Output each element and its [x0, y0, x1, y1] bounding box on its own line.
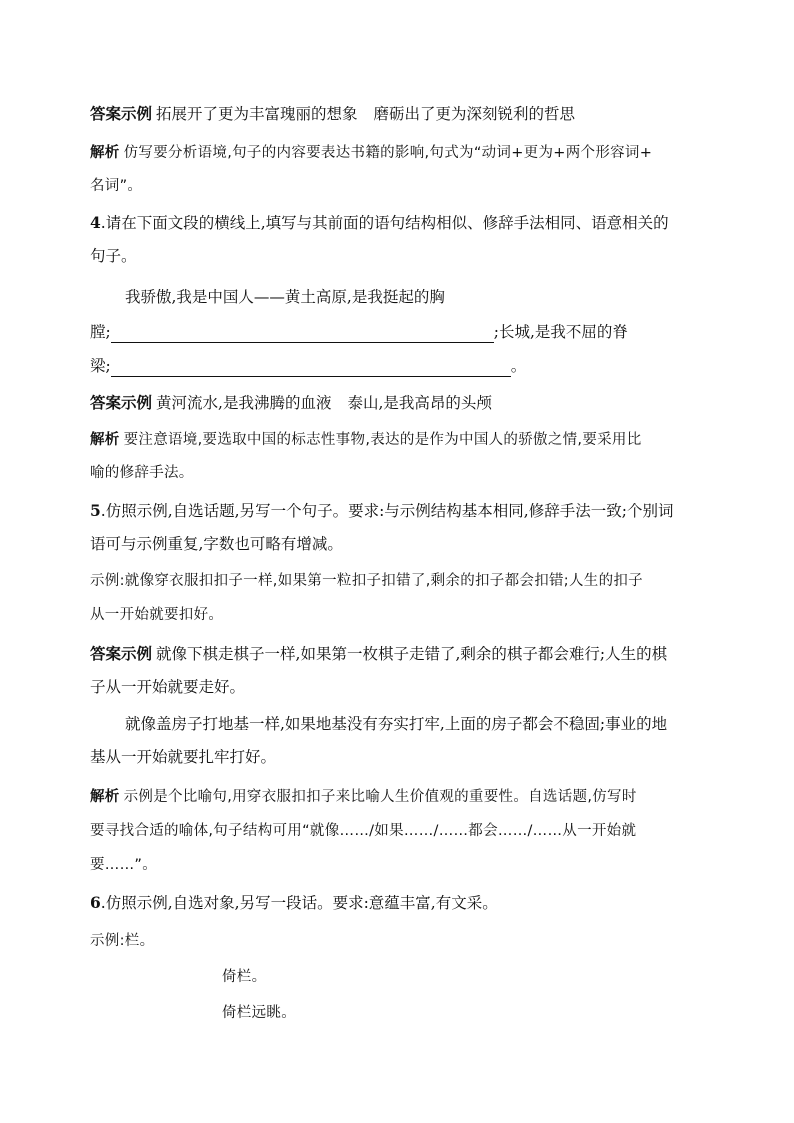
answer-part-a: 拓展开了更为丰富瑰丽的想象	[156, 105, 358, 123]
question-number: 4	[90, 213, 101, 232]
q5-analysis-cont: 要寻找合适的喻体,句子结构可用“就像……/如果……/……都会……/……从一开始就	[90, 823, 637, 839]
fill-in-blank[interactable]	[111, 326, 494, 343]
answer-part-b: 泰山,是我高昂的头颅	[347, 394, 492, 412]
answer-label: 答案示例	[90, 393, 153, 412]
q6-example-line: 倚栏远眺。	[222, 1005, 296, 1021]
q5-answer	[90, 643, 710, 665]
q6-prompt	[90, 892, 710, 914]
answer-text: 就像下棋走棋子一样,如果第一枚棋子走错了,剩余的棋子都会难行;人生的棋	[156, 645, 668, 663]
question-text: .仿照示例,自选话题,另写一个句子。要求:与示例结构基本相同,修辞手法一致;个别词	[100, 502, 674, 520]
q4-passage-line-3	[90, 355, 710, 377]
analysis-label: 解析	[90, 789, 120, 805]
answer-label: 答案示例	[90, 104, 153, 123]
q4-passage: 我骄傲,我是中国人——黄土高原,是我挺起的胸	[125, 288, 445, 306]
q4-prompt	[90, 212, 710, 234]
q5-example: 示例:就像穿衣服扣扣子一样,如果第一粒扣子扣错了,剩余的扣子都会扣错;人生的扣子	[90, 573, 643, 589]
passage-text: ;长城,是我不屈的脊	[493, 323, 628, 341]
answer-label: 答案示例	[90, 644, 153, 663]
question-number: 6	[90, 893, 101, 912]
analysis-text: 要注意语境,要选取中国的标志性事物,表达的是作为中国人的骄傲之情,要采用比	[123, 432, 642, 448]
q5-answer-alt-cont: 基从一开始就要扎牢打好。	[90, 748, 277, 766]
answer-part-b: 磨砺出了更为深刻锐利的哲思	[373, 105, 576, 123]
question-text: .仿照示例,自选对象,另写一段话。要求:意蕴丰富,有文采。	[100, 894, 498, 912]
analysis-label: 解析	[90, 432, 120, 448]
q3-analysis-cont: 名词”。	[90, 178, 143, 194]
q5-example-cont: 从一开始就要扣好。	[90, 607, 224, 623]
q3-analysis	[90, 142, 710, 164]
answer-part-a: 黄河流水,是我沸腾的血液	[156, 394, 332, 412]
q5-analysis	[90, 786, 710, 808]
q4-prompt-cont: 句子。	[90, 247, 137, 265]
q5-prompt-cont: 语可与示例重复,字数也可略有增减。	[90, 535, 343, 553]
passage-text: 梁;	[90, 357, 111, 375]
q4-passage-line-2	[90, 321, 710, 343]
passage-text: 膛;	[90, 323, 111, 341]
analysis-label: 解析	[90, 145, 120, 161]
q4-analysis-cont: 喻的修辞手法。	[90, 465, 194, 481]
q6-example-line: 倚栏。	[222, 969, 267, 985]
question-number: 5	[90, 501, 101, 520]
q3-answer	[90, 103, 710, 125]
q5-answer-alt: 就像盖房子打地基一样,如果地基没有夯实打牢,上面的房子都会不稳固;事业的地	[125, 715, 668, 733]
fill-in-blank[interactable]	[111, 360, 511, 377]
q5-answer-cont: 子从一开始就要走好。	[90, 678, 246, 696]
q4-analysis	[90, 429, 710, 451]
q6-example-label: 示例:栏。	[90, 933, 155, 949]
question-text: .请在下面文段的横线上,填写与其前面的语句结构相似、修辞手法相同、语意相关的	[100, 214, 669, 232]
analysis-text: 示例是个比喻句,用穿衣服扣扣子来比喻人生价值观的重要性。自选话题,仿写时	[123, 789, 637, 805]
passage-text: 。	[510, 357, 527, 375]
analysis-text: 仿写要分析语境,句子的内容要表达书籍的影响,句式为“动词+更为+两个形容词+	[123, 145, 653, 161]
q5-analysis-end: 要……”。	[90, 857, 158, 873]
q5-prompt	[90, 500, 710, 522]
q4-answer	[90, 392, 710, 414]
